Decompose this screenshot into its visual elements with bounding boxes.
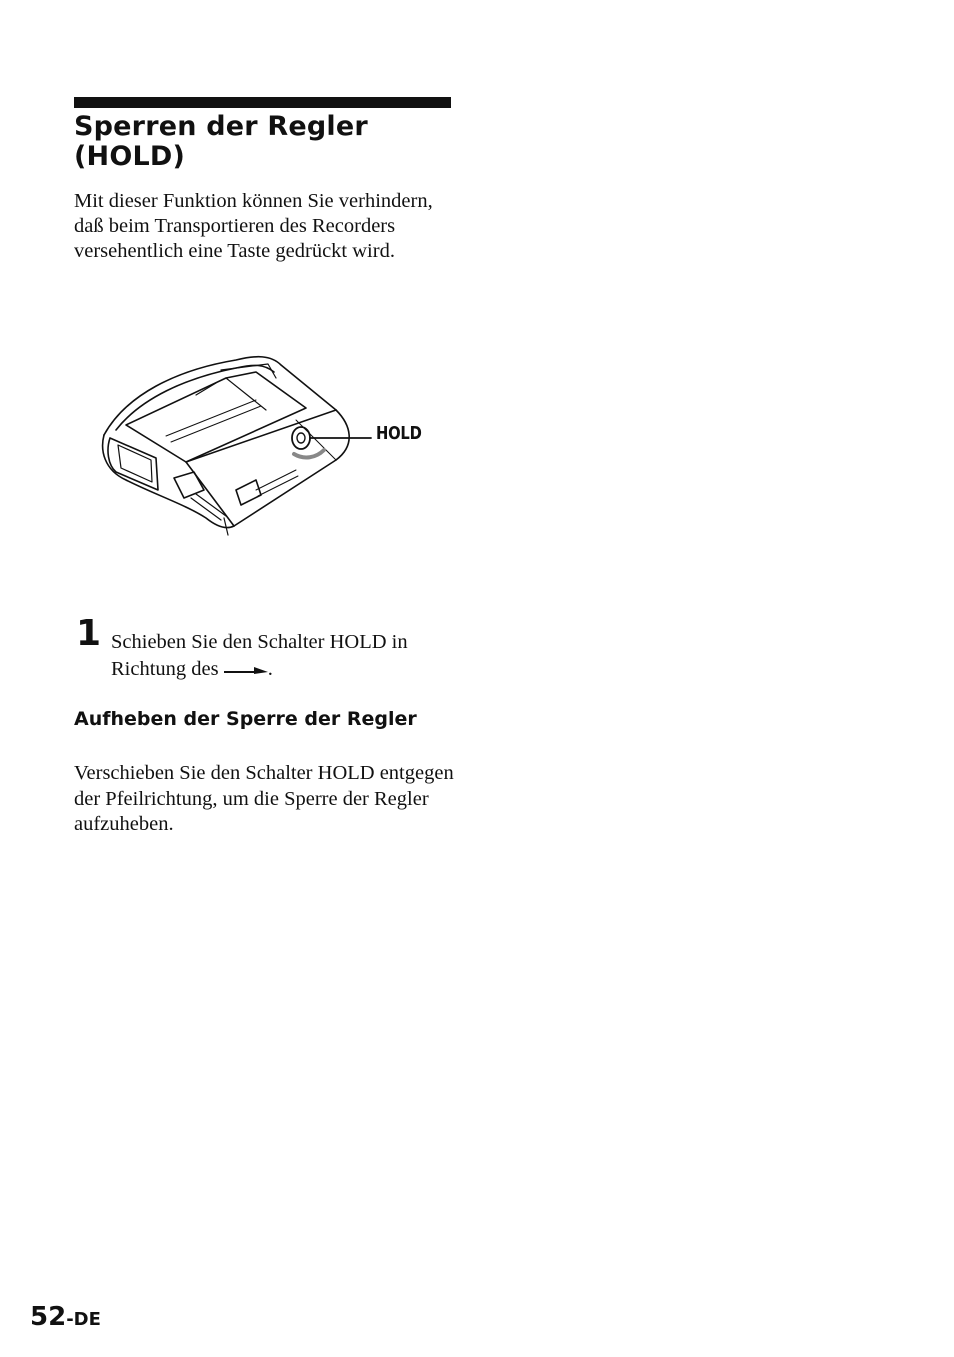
section-title-line1: Sperren der Regler <box>74 111 368 142</box>
release-heading: Aufheben der Sperre der Regler <box>74 708 417 730</box>
section-title <box>74 112 454 172</box>
step-instruction <box>111 629 456 683</box>
right-arrow-icon <box>224 664 268 676</box>
recorder-illustration <box>96 350 436 542</box>
hold-callout-label: HOLD <box>376 423 422 444</box>
release-paragraph: Verschieben Sie den Schalter HOLD entgegen der Pfeilrichtung, um die Sperre der Regler aufzuheben. <box>74 762 454 835</box>
step-text-before: Schieben Sie den Schalter HOLD in Richtung des <box>111 631 408 680</box>
page-number-suffix: -DE <box>66 1309 101 1330</box>
step-number: 1 <box>76 613 102 654</box>
page-number-value: 52 <box>30 1302 67 1332</box>
intro-paragraph: Mit dieser Funktion können Sie verhindern, daß beim Transportieren des Recorders versehentlich eine Taste gedrückt wird. <box>74 190 433 262</box>
section-rule <box>74 97 451 108</box>
page-number <box>30 1300 101 1337</box>
step-text-after: . <box>267 658 273 680</box>
section-title-line2: (HOLD) <box>74 141 186 172</box>
